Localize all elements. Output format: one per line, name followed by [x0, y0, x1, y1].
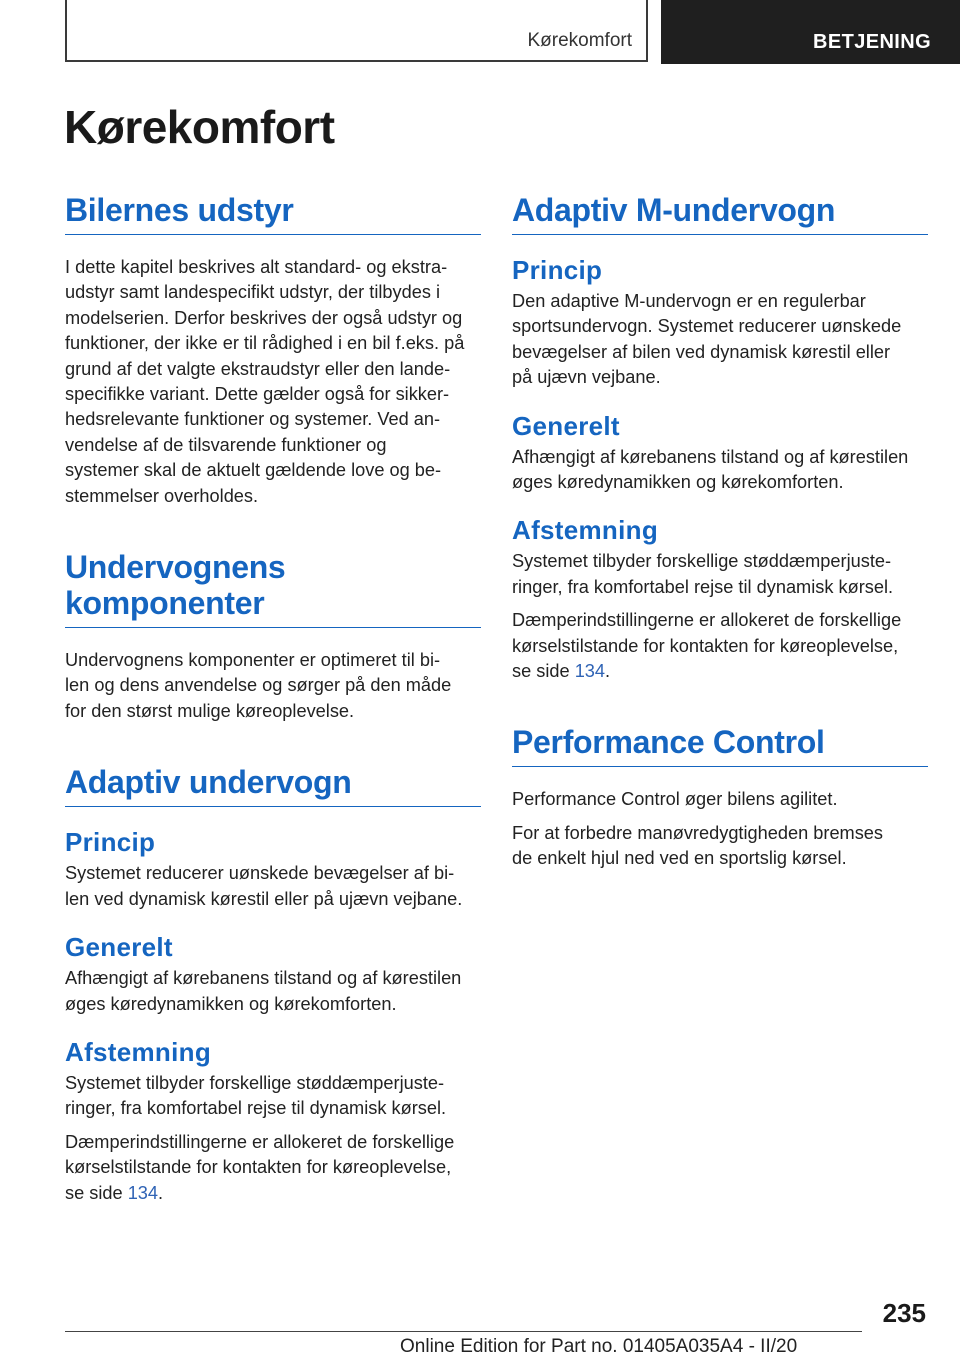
paragraph-performance-control-1: Performance Control øger bilens agilitet.: [512, 789, 838, 810]
chapter-tab-label: BETJENING: [813, 31, 932, 53]
page-reference-link[interactable]: 134: [127, 1182, 159, 1203]
subheading-afstemning: Afstemning: [512, 515, 658, 546]
subheading-princip: Princip: [512, 255, 603, 285]
page-reference-link[interactable]: 134: [574, 661, 606, 682]
paragraph-afstemning-2: Dæmperindstillingerne er allokeret de forskellige kørselstilstande for kontakten for køreoplevelse, se side 134.: [512, 610, 902, 682]
page-number: 235: [882, 1298, 926, 1328]
paragraph-generelt: Afhængigt af kørebanens tilstand og af kørestilen øges køredynamikken og kørekomforten.: [65, 968, 462, 1014]
paragraph-princip: Systemet reducerer uønskede bevægelser af bi- len ved dynamisk kørestil eller på ujævn vejbane.: [65, 863, 463, 909]
paragraph-generelt: Afhængigt af kørebanens tilstand og af kørestilen øges køredynamikken og kørekomforten.: [512, 446, 909, 493]
paragraph-afstemning-1: Systemet tilbyder forskellige støddæmperjuste- ringer, fra komfortabel rejse til dynamisk kørsel.: [65, 1072, 447, 1119]
footer-edition-text: Online Edition for Part no. 01405A035A4 - II/20: [400, 1336, 798, 1357]
header-section-title: Kørekomfort: [527, 30, 632, 51]
paragraph-bilernes-udstyr: I dette kapitel beskrives alt standard- og ekstra- udstyr samt landespecifikt udstyr, der tilbydes i modelserien. Derfor beskrives der også udstyr og funktioner, der ikke er til rådighed i en bil f.eks. på grund af det valgte ekstraudstyr eller den lande- specifikke variant. Dette gælder også for sikker- hedsrelevante funktioner og systemer. Ved an- vendelse af de tilsvarende funktioner og systemer skal de aktuelt gældende love og be- stemmelser overholdes.: [65, 257, 465, 506]
header-section-box: [65, 0, 648, 62]
left-column: [65, 192, 481, 1206]
subheading-generelt: Generelt: [512, 410, 620, 441]
paragraph-afstemning-1: Systemet tilbyder forskellige støddæmperjuste- ringer, fra komfortabel rejse til dynamisk kørsel.: [512, 551, 894, 597]
subheading-generelt: Generelt: [65, 932, 173, 963]
heading-performance-control: Performance Control: [512, 724, 928, 767]
heading-adaptiv-undervogn: Adaptiv undervogn: [65, 764, 481, 807]
right-column: [512, 192, 928, 872]
paragraph-afstemning-2: Dæmperindstillingerne er allokeret de forskellige kørselstilstande for kontakten for køreoplevelse, se side 134.: [65, 1131, 455, 1203]
footer-divider: [65, 1331, 862, 1332]
subheading-afstemning: Afstemning: [65, 1036, 211, 1067]
heading-bilernes-udstyr: Bilernes udstyr: [65, 192, 481, 235]
paragraph-performance-control-2: For at forbedre manøvredygtigheden bremses de enkelt hjul ned ved en sportslig kørsel.: [512, 822, 884, 869]
heading-adaptiv-m-undervogn: Adaptiv M-undervogn: [512, 192, 928, 235]
paragraph-undervognens-komponenter: Undervognens komponenter er optimeret til bi- len og dens anvendelse og sørger på den måde for den størst mulige køreoplevelse.: [65, 650, 452, 721]
subheading-princip: Princip: [65, 827, 156, 858]
heading-undervognens-komponenter: Undervognens komponenter: [65, 549, 481, 628]
paragraph-princip: Den adaptive M-undervogn er en regulerbar sportsundervogn. Systemet reducerer uønskede bevægelser af bilen ved dynamisk kørestil eller på ujævn vejbane.: [512, 291, 902, 388]
page-title: Kørekomfort: [64, 101, 335, 153]
chapter-tab[interactable]: [661, 0, 960, 64]
